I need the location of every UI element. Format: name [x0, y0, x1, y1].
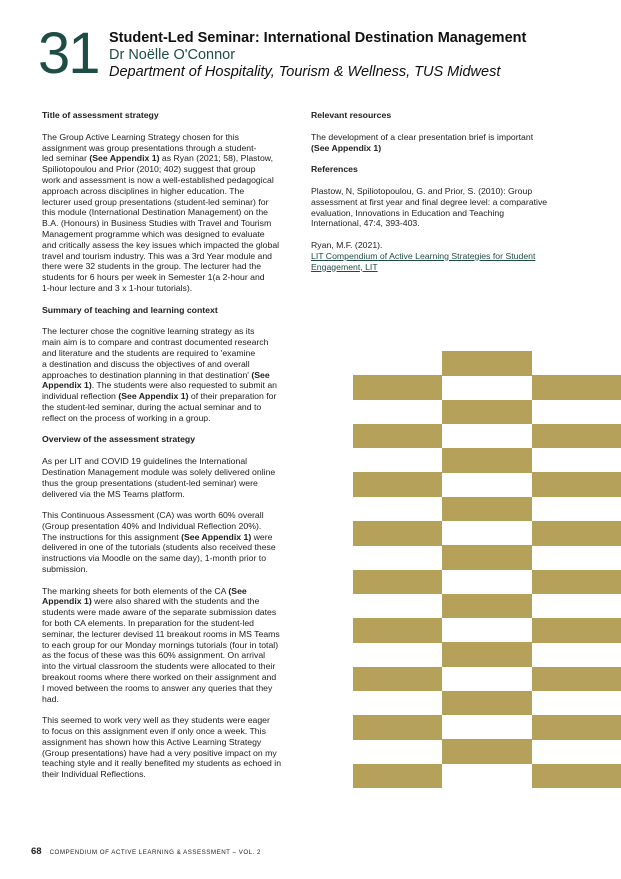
section-heading-overview: Overview of the assessment strategy [42, 434, 196, 445]
text-run: The marking sheets for both elements of the CA [42, 585, 229, 596]
checker-cell [353, 424, 442, 449]
paragraph-overview-1: As per LIT and COVID 19 guidelines the International Destination Management module was solely delivered online thus the group presentations (student-led seminar) were delivered via the MS Teams platform. [42, 456, 276, 499]
checker-cell [353, 521, 442, 546]
appendix-reference: (See Appendix 1) [118, 391, 189, 402]
paragraph-overview-2 [42, 510, 302, 575]
appendix-reference: (See Appendix 1) [311, 142, 382, 153]
checker-cell [442, 497, 532, 522]
publication-name: COMPENDIUM OF ACTIVE LEARNING & ASSESSMENT – VOL. 2 [49, 849, 261, 856]
section-heading-resources: Relevant resources [311, 110, 392, 120]
department-name: Department of Hospitality, Tourism & Wellness, TUS Midwest [109, 64, 501, 80]
checker-cell [442, 448, 532, 473]
checker-cell [442, 594, 532, 619]
chapter-number: 31 [38, 21, 99, 86]
checker-cell [353, 667, 442, 692]
paragraph-title-strategy [42, 132, 302, 294]
text-run: The Group Active Learning Strategy chosen for this assignment was group presentations through a student- led seminar [42, 131, 257, 164]
checker-cell [532, 424, 621, 449]
checker-cell [532, 375, 621, 400]
checker-cell [442, 351, 532, 376]
reference-entry: Plastow, N, Spiliotopoulou, G. and Prior, S. (2010): Group assessment at first year and final degree level: a comparative evaluation, Innovations in Education and Teaching International, 47:4, 393-403. [311, 185, 548, 229]
text-run: . The students were also requested to submit an individual reflection [42, 380, 277, 402]
checker-cell [442, 400, 532, 425]
section-heading-title: Title of assessment strategy [42, 110, 159, 120]
checker-cell [353, 472, 442, 497]
checker-cell [442, 739, 532, 764]
text-run: of their preparation for the student-led seminar, during the actual seminar and to reflect on the process of working in a group. [42, 391, 277, 423]
left-column [42, 110, 302, 791]
appendix-reference: (See Appendix 1) [42, 585, 247, 607]
checker-cell [353, 764, 442, 789]
author-name: Dr Noëlle O'Connor [109, 47, 236, 63]
text-run: The lecturer chose the cognitive learning strategy as its main aim is to compare and contrast documented research and literature and the students are required to 'examine a destination and discuss the objectives of and overall approaches to destination planning in that destination' [42, 326, 269, 380]
paragraph-context [42, 326, 302, 423]
page-number: 68 [31, 846, 42, 857]
page-footer [31, 846, 261, 857]
appendix-reference: (See Appendix 1) [42, 369, 270, 391]
checker-cell [353, 715, 442, 740]
checker-cell [532, 570, 621, 595]
text-run: The development of a clear presentation brief is important [311, 131, 534, 142]
appendix-reference: (See Appendix 1) [181, 531, 252, 542]
page-header [109, 30, 599, 81]
right-column [311, 110, 569, 283]
text-run: were delivered in one of the tutorials (students also received these instructions via Moodle on the same day), 1-month prior to submission. [42, 531, 276, 575]
text-run: were also shared with the students and the students were made aware of the separate submission dates for both CA elements. In preparation for the student-led seminar, the lecturer devised 11 breakout rooms in MS Teams to each group for our Monday mornings tutorials (four in total) as the focus of these was this 60% assignment. On arrival into the virtual classroom the students were allocated to their breakout rooms where there worked on their assignment and I moved between the rooms to answer any queries that they had. [42, 596, 280, 704]
checker-cell [532, 715, 621, 740]
checker-cell [532, 521, 621, 546]
section-heading-references: References [311, 164, 358, 175]
checker-cell [532, 667, 621, 692]
paragraph-resources [311, 132, 569, 154]
checker-cell [442, 642, 532, 667]
checker-cell [532, 764, 621, 789]
paragraph-overview-4: This seemed to work very well as they students were eager to focus on this assignment even if only once a week. This assignment has shown how this Active Learning Strategy (Group presentations) have had a very positive impact on my teaching style and it really benefited my students as echoed in their Individual Reflections. [42, 715, 282, 780]
checker-cell [353, 570, 442, 595]
decorative-checkerboard [353, 351, 621, 788]
reference-entry [311, 240, 569, 251]
page-title: Student-Led Seminar: International Destination Management [109, 30, 527, 46]
appendix-reference: (See Appendix 1) [89, 153, 160, 164]
checker-cell [442, 691, 532, 716]
checker-cell [532, 472, 621, 497]
checker-cell [532, 618, 621, 643]
text-run: This Continuous Assessment (CA) was worth 60% overall (Group presentation 40% and Individual Reflection 20%). The instructions for this assignment [42, 510, 264, 542]
paragraph-overview-3 [42, 586, 302, 705]
reference-link[interactable]: LIT Compendium of Active Learning Strategies for Student Engagement, LIT [311, 250, 536, 272]
checker-cell [353, 375, 442, 400]
section-heading-context: Summary of teaching and learning context [42, 304, 218, 315]
checker-cell [353, 618, 442, 643]
text-run: as Ryan (2021; 58), Plastow, Spiliotopoulou and Prior (2010; 402) suggest that group work and assessment is now a well-established pedagogical approach across disciplines in higher education. The lecturer used group presentations (student-led seminar) for this module (International Destination Management) on the B.A. (Honours) in Business Studies with Travel and Tourism Management programme which was designed to evaluate and critically assess the key issues which impacted the global travel and tourism industry. This was a 3rd Year module and there were 32 students in the group. The lecturer had the students for 6 hours per week in Semester 1(a 2-hour and 1-hour lecture and 3 x 1-hour tutorials). [42, 153, 280, 293]
checker-cell [442, 545, 532, 570]
reference-author: Ryan, M.F. (2021). [311, 239, 383, 250]
